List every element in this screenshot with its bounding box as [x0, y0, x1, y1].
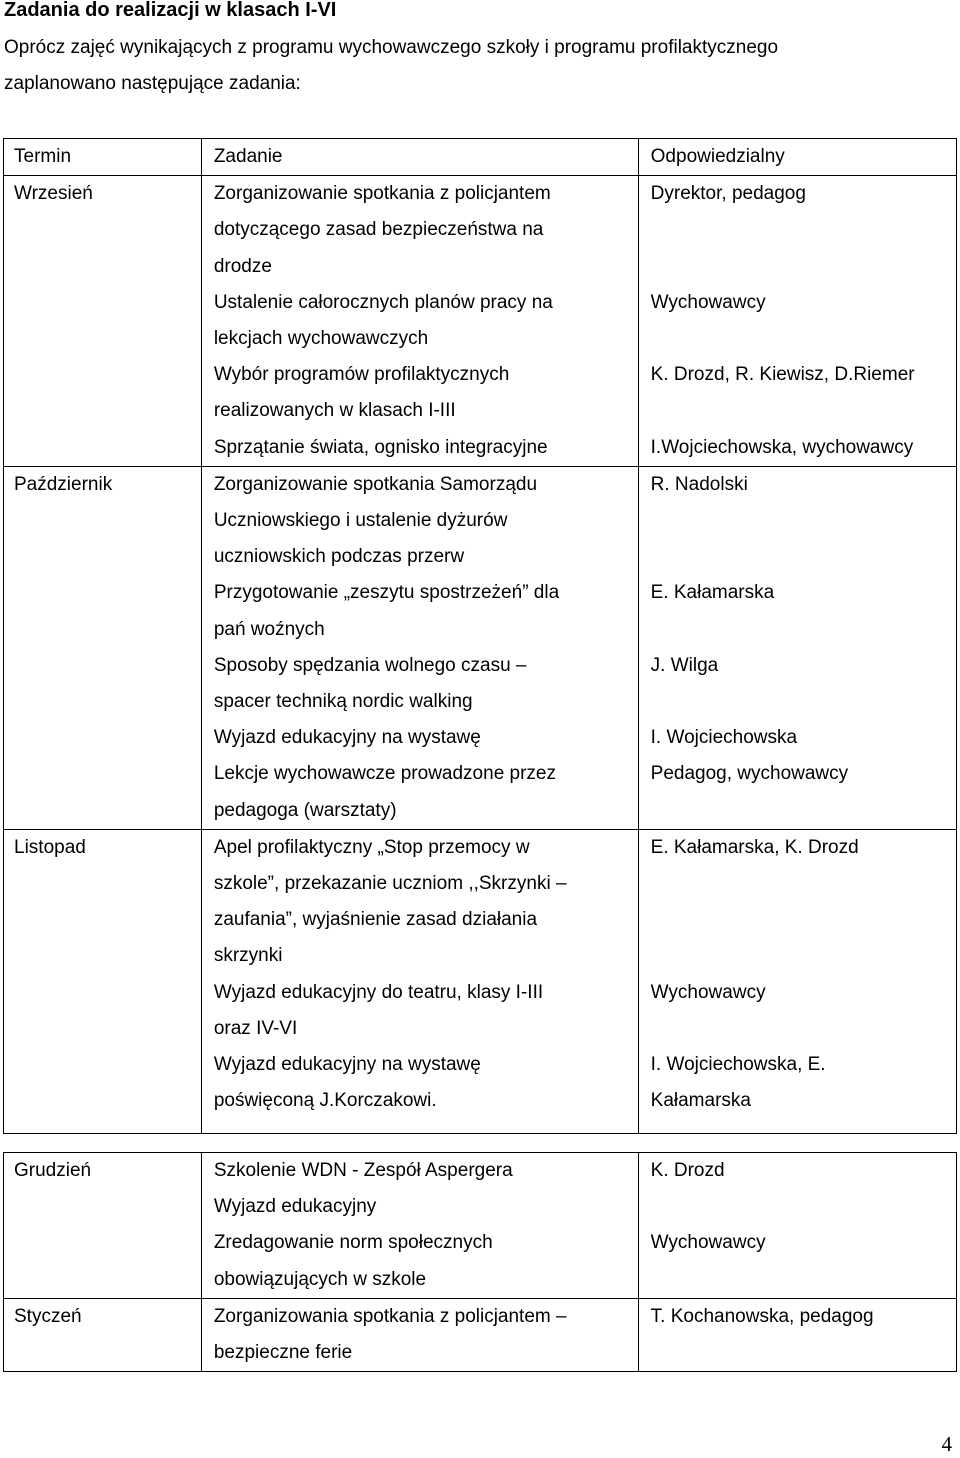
- responsible-item: I. Wojciechowska, E. Kałamarska: [650, 1054, 826, 1112]
- tasks-cell: [201, 829, 638, 1134]
- page-number: 4: [941, 1432, 952, 1456]
- schedule-table-part-1: [3, 138, 957, 1134]
- table-row: [4, 466, 957, 829]
- responsible-cell: [638, 1153, 956, 1299]
- intro-line-1: Oprócz zajęć wynikających z programu wychowawczego szkoły i programu profilaktycznego: [4, 37, 779, 58]
- header-odpowiedzialny: Odpowiedzialny: [638, 139, 956, 176]
- task-item: Przygotowanie „zeszytu spostrzeżeń” dla pań woźnych: [213, 582, 560, 640]
- responsible-item: Wychowawcy: [650, 291, 766, 313]
- intro-line-2: zaplanowano następujące zadania:: [4, 73, 301, 94]
- task-item: Ustalenie całorocznych planów pracy na lekcjach wychowawczych: [213, 291, 553, 350]
- month-cell: Grudzień: [4, 1153, 202, 1299]
- responsible-item: T. Kochanowska, pedagog: [650, 1305, 874, 1327]
- responsible-item: K. Drozd: [650, 1160, 725, 1181]
- task-item: Szkolenie WDN - Zespół Aspergera: [213, 1160, 513, 1181]
- task-item: Wyjazd edukacyjny na wystawę poświęconą J.Korczakowi.: [213, 1054, 481, 1112]
- table-header-row: [4, 139, 957, 176]
- responsible-item: [651, 1189, 950, 1225]
- task-item: Zredagowanie norm społecznych obowiązujących w szkole: [213, 1232, 493, 1290]
- responsible-cell: [638, 1298, 956, 1371]
- responsible-item: K. Drozd, R. Kiewisz, D.Riemer: [650, 364, 915, 386]
- responsible-cell: [638, 466, 956, 829]
- tasks-cell: [201, 1153, 638, 1299]
- responsible-item: I. Wojciechowska: [650, 727, 798, 749]
- task-item: Zorganizowanie spotkania z policjantem dotyczącego zasad bezpieczeństwa na drodze: [213, 183, 551, 277]
- month-cell: Styczeń: [4, 1298, 202, 1371]
- table-row: [4, 176, 957, 467]
- responsible-item: Pedagog, wychowawcy: [650, 763, 849, 785]
- table-row: [4, 829, 957, 1134]
- task-item: Sposoby spędzania wolnego czasu – spacer techniką nordic walking: [213, 654, 527, 713]
- intro-paragraph: [4, 30, 944, 102]
- month-cell: Listopad: [4, 829, 202, 1134]
- responsible-item: R. Nadolski: [650, 473, 748, 495]
- page-title: Zadania do realizacji w klasach I-VI: [4, 0, 337, 21]
- responsible-item: E. Kałamarska: [650, 582, 775, 604]
- task-item: Apel profilaktyczny „Stop przemocy w szkole”, przekazanie uczniom ,,Skrzynki – zaufania”, wyjaśnienie zasad działania skrzynki: [213, 836, 567, 967]
- table-row: [4, 1153, 957, 1299]
- tasks-cell: [201, 1298, 638, 1371]
- task-item: Wybór programów profilaktycznych realizowanych w klasach I-III: [213, 364, 510, 422]
- responsible-item: I.Wojciechowska, wychowawcy: [650, 436, 914, 458]
- responsible-item: E. Kałamarska, K. Drozd: [650, 836, 859, 858]
- header-termin: Termin: [4, 139, 202, 176]
- tasks-cell: [201, 176, 638, 467]
- header-zadanie: Zadanie: [201, 139, 638, 176]
- responsible-item: Dyrektor, pedagog: [650, 183, 806, 205]
- table-row: [4, 1298, 957, 1371]
- task-item: Wyjazd edukacyjny na wystawę: [213, 727, 481, 749]
- task-item: Sprzątanie świata, ognisko integracyjne: [213, 436, 548, 458]
- responsible-item: J. Wilga: [650, 654, 719, 676]
- task-item: Wyjazd edukacyjny do teatru, klasy I-III oraz IV-VI: [213, 981, 544, 1039]
- task-item: Lekcje wychowawcze prowadzone przez pedagoga (warsztaty): [213, 763, 556, 821]
- responsible-item: Wychowawcy: [650, 981, 766, 1003]
- month-cell: Październik: [4, 466, 202, 829]
- task-item: Wyjazd edukacyjny: [213, 1196, 377, 1218]
- responsible-cell: [638, 176, 956, 467]
- schedule-table-part-2: [3, 1152, 957, 1372]
- responsible-item: Wychowawcy: [650, 1232, 766, 1254]
- tasks-cell: [201, 466, 638, 829]
- task-item: Zorganizowania spotkania z policjantem – bezpieczne ferie: [213, 1305, 567, 1364]
- month-cell: Wrzesień: [4, 176, 202, 467]
- responsible-cell: [638, 829, 956, 1134]
- task-item: Zorganizowanie spotkania Samorządu Uczniowskiego i ustalenie dyżurów uczniowskich podczas przerw: [213, 473, 538, 568]
